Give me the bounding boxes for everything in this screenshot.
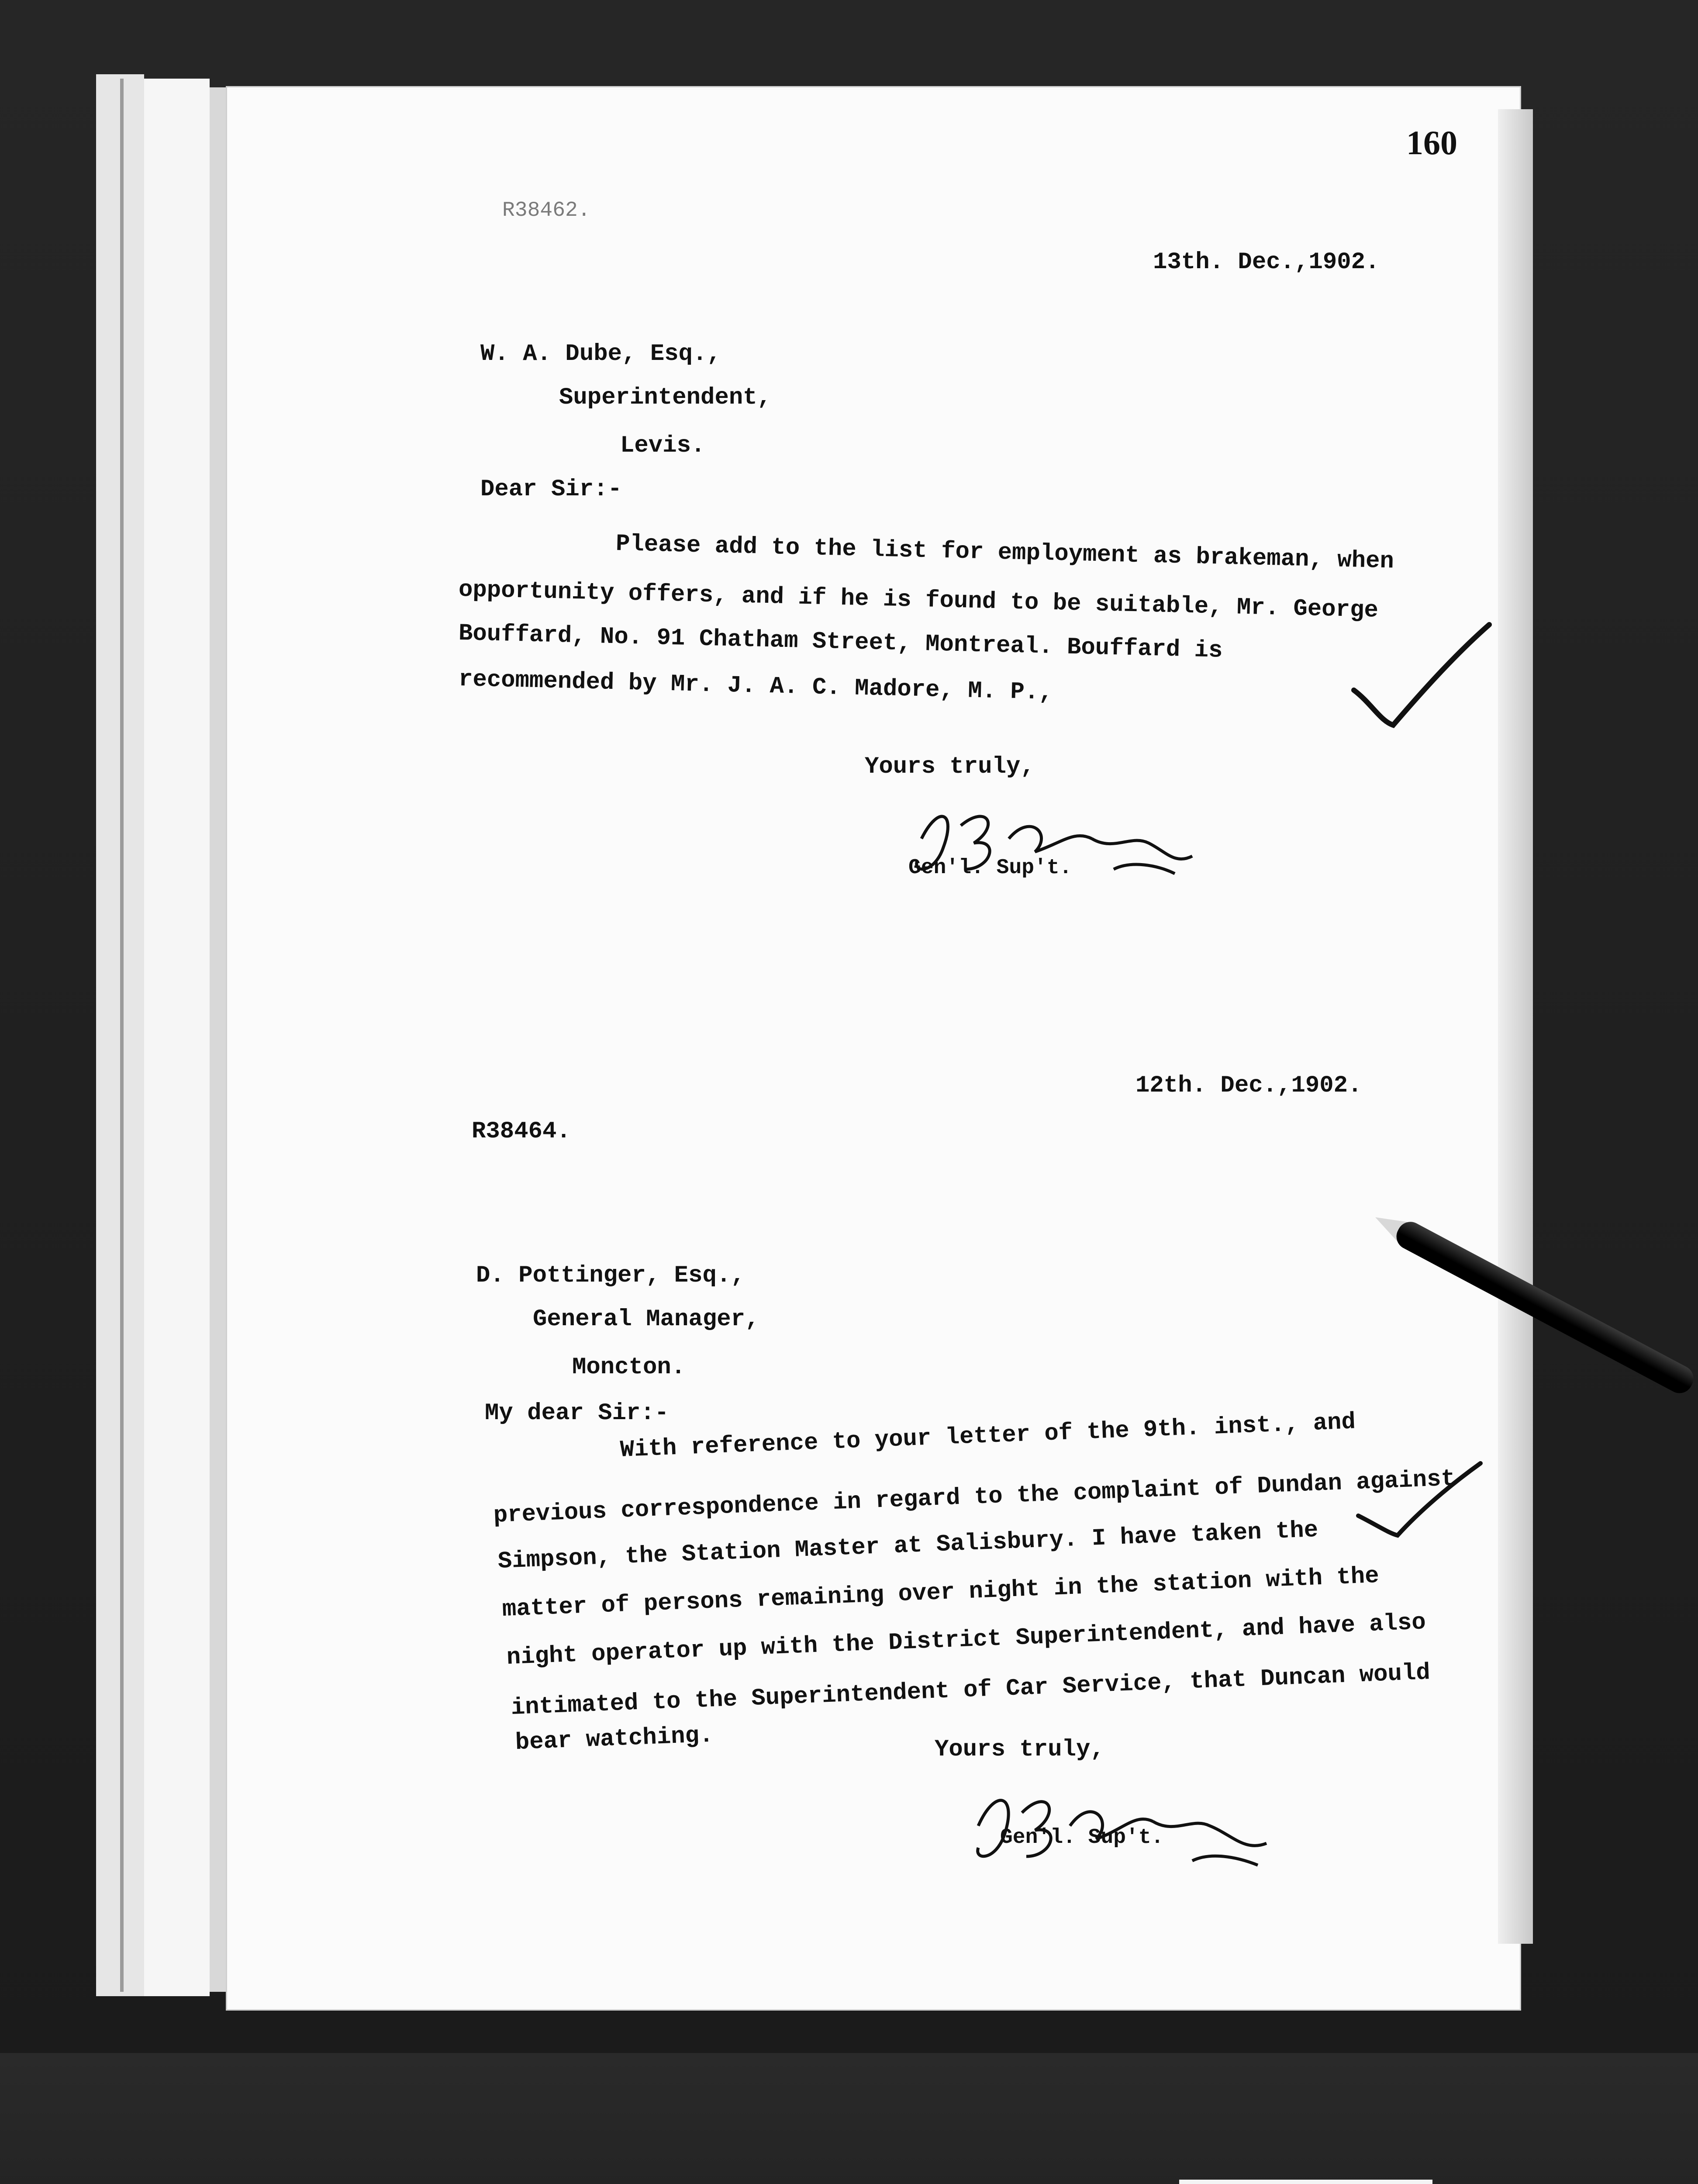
letter2-salutation: My dear Sir:- — [485, 1400, 669, 1427]
letter2-body-line: intimated to the Superintendent of Car Service, that Duncan would — [510, 1659, 1431, 1721]
letter1-body-line: Bouffard, No. 91 Chatham Street, Montreal. Bouffard is — [458, 620, 1223, 664]
page-edge — [144, 79, 210, 1996]
letter1-date: 13th. Dec.,1902. — [1153, 249, 1380, 276]
page-edge — [210, 87, 227, 1992]
check-mark — [1354, 1459, 1485, 1546]
letter-page — [227, 87, 1520, 2009]
letter2-body-line: previous correspondence in regard to the complaint of Dundan against — [493, 1465, 1456, 1529]
letter2-date: 12th. Dec.,1902. — [1135, 1072, 1362, 1099]
letter2-ref: R38464. — [472, 1118, 571, 1145]
page-edge-line — [120, 79, 124, 1992]
letter1-body-line: opportunity offers, and if he is found to be suitable, Mr. George — [458, 577, 1379, 624]
check-mark — [1345, 620, 1494, 734]
letter2-addressee-name: D. Pottinger, Esq., — [476, 1262, 745, 1289]
letter2-addressee-title: General Manager, — [533, 1306, 759, 1333]
letter1-addressee-name: W. A. Dube, Esq., — [480, 341, 721, 367]
page-curl — [1498, 109, 1533, 1944]
letter1-addressee-place: Levis. — [620, 432, 705, 459]
letter2-addressee-place: Moncton. — [572, 1354, 686, 1381]
page-number: 160 — [1406, 124, 1457, 162]
letter1-salutation: Dear Sir:- — [480, 476, 622, 503]
letter2-body-line: matter of persons remaining over night in the station with the — [501, 1562, 1380, 1623]
letter1-closing: Yours truly, — [865, 753, 1035, 780]
letter2-body-line: With reference to your letter of the 9th. inst., and — [619, 1409, 1356, 1464]
letter2-body-line: bear watching. — [514, 1722, 714, 1756]
letter2-body-line: Simpson, the Station Master at Salisbury. I have taken the — [497, 1517, 1319, 1575]
letter1-body-line: Please add to the list for employment as brakeman, when — [615, 531, 1394, 575]
letter1-ref: R38462. — [502, 199, 590, 222]
blur-note-card — [1179, 2180, 1432, 2184]
letter2-closing: Yours truly, — [935, 1736, 1104, 1763]
letter1-body-line: recommended by Mr. J. A. C. Madore, M. P., — [458, 666, 1053, 706]
letter2-signature-title: Gen'l. Sup't. — [1000, 1826, 1164, 1849]
letter1-addressee-title: Superintendent, — [559, 384, 772, 411]
film-background-lower — [0, 2053, 1698, 2184]
letter2-body-line: night operator up with the District Superintendent, and have also — [506, 1609, 1426, 1671]
letter1-signature-title: Gen'l. Sup't. — [908, 856, 1072, 880]
letter1-signature — [887, 786, 1201, 900]
